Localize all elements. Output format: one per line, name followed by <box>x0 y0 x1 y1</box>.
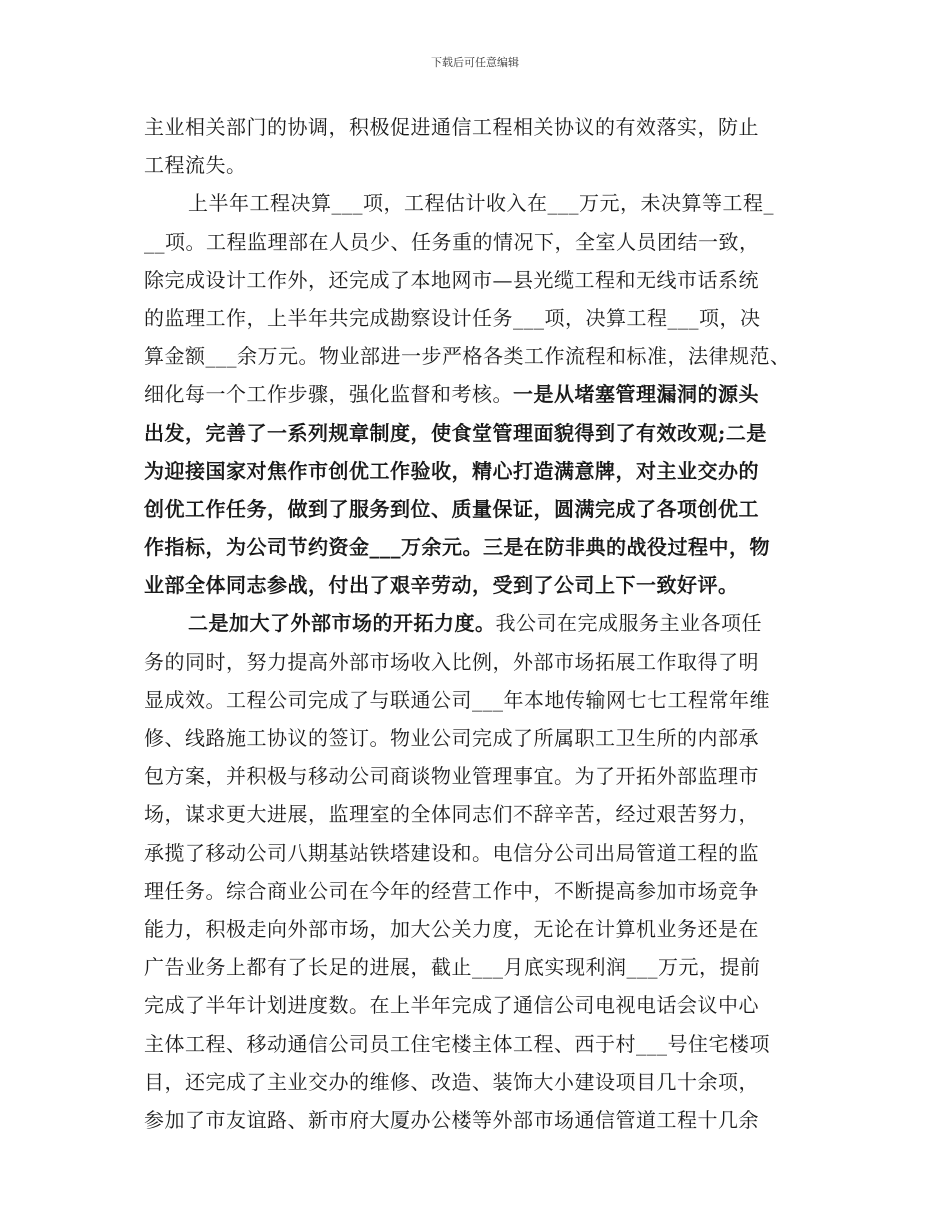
text-segment: 场，谋求更大进展，监理室的全体同志们不辞辛苦，经过艰苦努力， <box>144 802 759 827</box>
text-segment: 我公司在完成服务主业各项任 <box>495 611 762 636</box>
text-segment: 广告业务上都有了长足的进展，截止___月底实现利润___万元，提前 <box>144 955 761 980</box>
text-line <box>144 910 810 948</box>
document-body <box>144 108 810 1139</box>
text-line <box>144 566 810 604</box>
text-line <box>144 1101 810 1139</box>
text-segment: 细化每一个工作步骤，强化监督和考核。 <box>144 382 513 407</box>
bold-text-segment: 为迎接国家对焦作市创优工作验收，精心打造满意牌，对主业交办的 <box>144 458 759 483</box>
text-line <box>144 261 810 299</box>
text-line <box>144 719 810 757</box>
text-line <box>144 528 810 566</box>
text-line <box>144 834 810 872</box>
bold-text-segment: 创优工作任务，做到了服务到位、质量保证，圆满完成了各项创优工 <box>144 496 759 521</box>
text-segment: 上半年工程决算___项，工程估计收入在___万元，未决算等工程_ <box>188 191 774 216</box>
bold-text-segment: 业部全体同志参战，付出了艰辛劳动，受到了公司上下一致好评。 <box>144 573 739 598</box>
bold-text-segment: 作指标，为公司节约资金___万余元。三是在防非典的战役过程中，物 <box>144 535 770 560</box>
text-line <box>144 490 810 528</box>
text-segment: 主业相关部门的协调，积极促进通信工程相关协议的有效落实，防止 <box>144 115 759 139</box>
text-segment: 目，还完成了主业交办的维修、改造、装饰大小建设项目几十余项， <box>144 1069 759 1094</box>
text-line <box>144 146 810 184</box>
text-segment: 显成效。工程公司完成了与联通公司___年本地传输网七七工程常年维 <box>144 687 770 712</box>
text-segment: 承揽了移动公司八期基站铁塔建设和。电信分公司出局管道工程的监 <box>144 840 759 865</box>
text-segment: 算金额___余万元。物业部进一步严格各类工作流程和标准，法律规范、 <box>144 344 791 369</box>
text-segment: 主体工程、移动通信公司员工住宅楼主体工程、西于村___号住宅楼项 <box>144 1031 770 1056</box>
text-line <box>144 337 810 375</box>
bold-text-segment: 出发，完善了一系列规章制度，使食堂管理面貌得到了有效改观;二是 <box>144 420 767 445</box>
text-segment: 包方案，并积极与移动公司商谈物业管理事宜。为了开拓外部监理市 <box>144 764 759 789</box>
page-header: 下载后可任意编辑 <box>431 56 519 69</box>
text-line <box>144 795 810 833</box>
bold-text-segment: 一是从堵塞管理漏洞的源头 <box>513 382 759 407</box>
text-segment: __项。工程监理部在人员少、任务重的情况下，全室人员团结一致， <box>144 229 760 254</box>
text-segment: 能力，积极走向外部市场，加大公关力度，无论在计算机业务还是在 <box>144 916 759 941</box>
text-line <box>144 986 810 1024</box>
text-line <box>144 643 810 681</box>
text-line <box>144 223 810 261</box>
bold-text-segment: 二是加大了外部市场的开拓力度。 <box>188 611 496 636</box>
text-line <box>144 872 810 910</box>
text-line <box>144 108 810 146</box>
text-line <box>144 299 810 337</box>
text-segment: 参加了市友谊路、新市府大厦办公楼等外部市场通信管道工程十几余 <box>144 1107 759 1132</box>
text-segment: 的监理工作，上半年共完成勘察设计任务___项，决算工程___项，决 <box>144 305 761 330</box>
text-segment: 工程流失。 <box>144 153 247 178</box>
text-segment: 修、线路施工协议的签订。物业公司完成了所属职工卫生所的内部承 <box>144 726 759 750</box>
text-line <box>144 757 810 795</box>
text-line <box>144 414 810 452</box>
text-line <box>144 604 810 642</box>
text-line <box>144 375 810 413</box>
text-segment: 务的同时，努力提高外部市场收入比例，外部市场拓展工作取得了明 <box>144 649 759 674</box>
text-line <box>144 1063 810 1101</box>
text-line <box>144 452 810 490</box>
text-line <box>144 184 810 222</box>
text-segment: 除完成设计工作外，还完成了本地网市—县光缆工程和无线市话系统 <box>144 267 759 292</box>
text-line <box>144 681 810 719</box>
text-line <box>144 948 810 986</box>
text-segment: 完成了半年计划进度数。在上半年完成了通信公司电视电话会议中心 <box>144 993 759 1018</box>
text-line <box>144 1025 810 1063</box>
text-segment: 理任务。综合商业公司在今年的经营工作中，不断提高参加市场竞争 <box>144 878 759 903</box>
